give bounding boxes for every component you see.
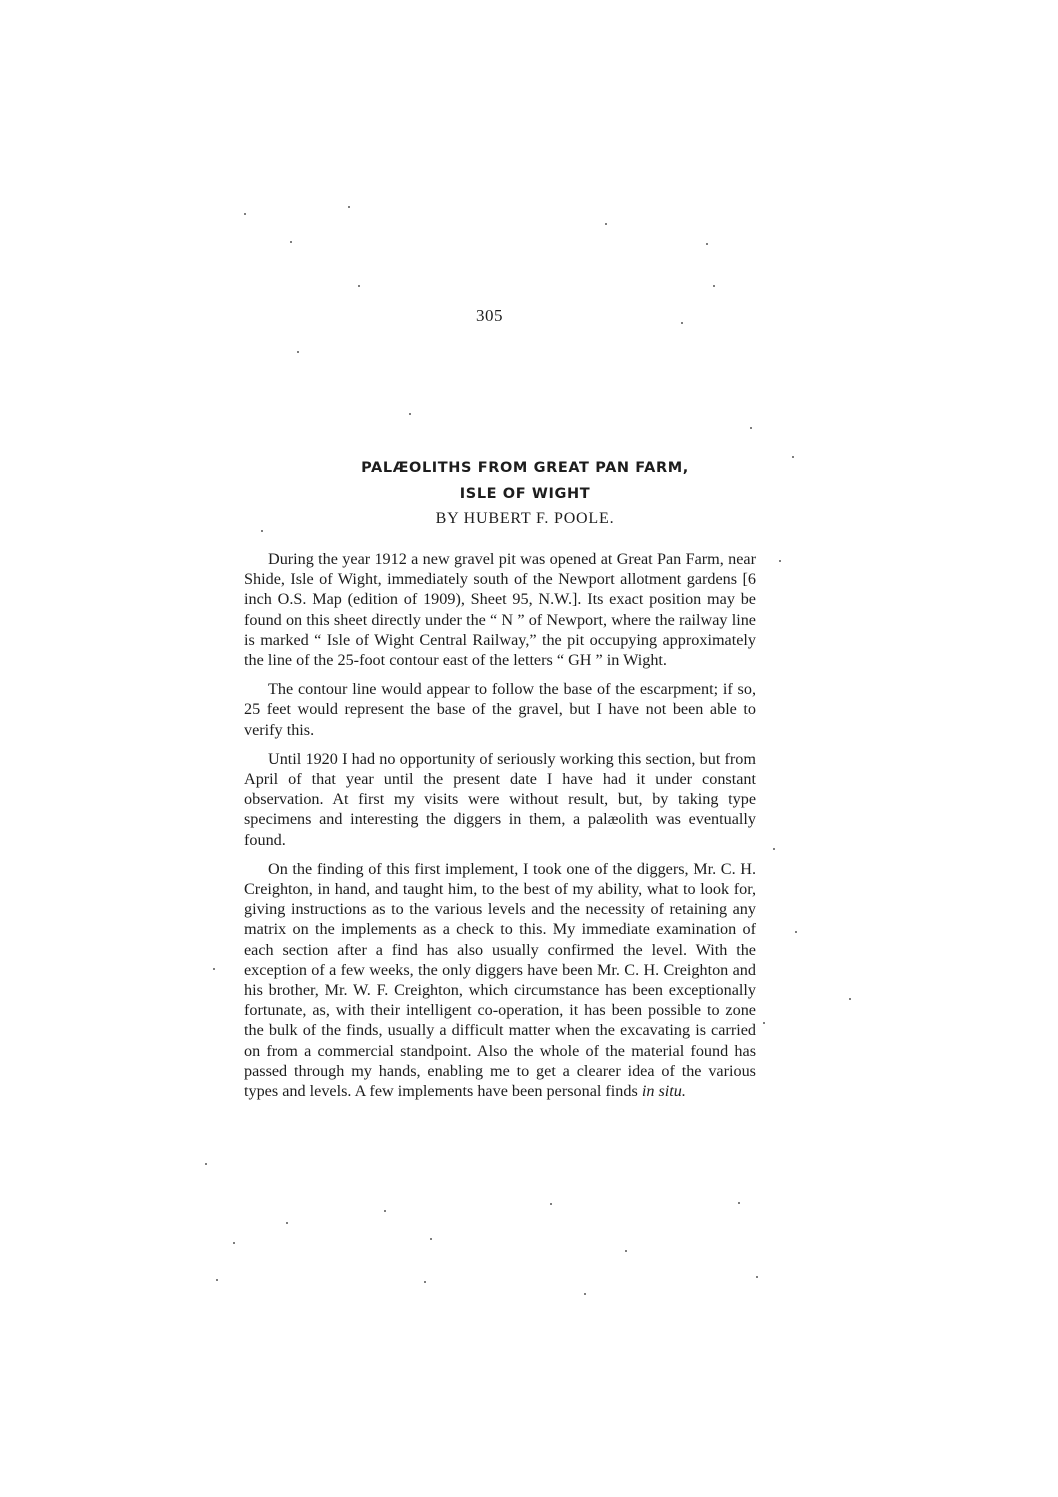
speck <box>792 456 794 458</box>
speck <box>550 1203 552 1205</box>
speck <box>795 931 797 933</box>
speck <box>384 1210 386 1212</box>
paragraph-2: The contour line would appear to follow the base of the escarpment; if so, 25 feet would represent the base of the gravel, but I have not been able to verify this. <box>244 680 756 739</box>
speck <box>706 243 708 245</box>
paragraph-1: During the year 1912 a new gravel pit was opened at Great Pan Farm, near Shide, Isle of Wight, immediately south of the Newport allotment gardens [6 inch O.S. Map (edition of 1909), Sheet 95, N.W.]. Its exact position may be found on this sheet directly under the “ N ” of Newport, where the railway line is marked “ Isle of Wight Central Railway,” the pit occupying approximately the line of the 25-foot contour east of the letters “ GH ” in Wight. <box>244 550 756 670</box>
speck <box>213 968 215 970</box>
speck <box>849 998 851 1000</box>
speck <box>233 1242 235 1244</box>
speck <box>286 1222 288 1224</box>
title-line-1: PALÆOLITHS FROM GREAT PAN FARM, <box>361 460 689 476</box>
paragraph-4-text: On the finding of this first implement, I took one of the diggers, Mr. C. H. Creighton, in hand, and taught him, to the best of my ability, what to look for, giving instructions as to the various levels and the necessity of retaining any matrix on the implements as a check to this. My immediate examination of each section after a find has also usually confirmed the level. With the exception of a few weeks, the only diggers have been Mr. C. H. Creighton and his brother, Mr. W. F. Creighton, which circumstance has been exceptionally fortunate, as, with their intelligent co-operation, it has been possible to zone the bulk of the finds, usually a difficult matter when the excavating is carried on from a commercial standpoint. Also the whole of the material found has passed through my hands, enabling me to get a clearer idea of the various types and levels. A few implements have been personal finds <box>244 859 756 1101</box>
speck <box>605 223 607 225</box>
paragraph-4-italic: in situ. <box>641 1082 686 1101</box>
speck <box>430 1238 432 1240</box>
speck <box>738 1202 740 1204</box>
speck <box>358 285 360 287</box>
speck <box>205 1163 207 1165</box>
article-title <box>250 455 800 507</box>
speck <box>681 322 683 324</box>
article-body <box>244 549 756 1110</box>
title-line-2: ISLE OF WIGHT <box>459 486 591 502</box>
speck <box>625 1250 627 1252</box>
speck <box>750 427 752 429</box>
speck <box>261 530 263 532</box>
speck <box>297 351 299 353</box>
speck <box>409 413 411 415</box>
speck <box>244 213 246 215</box>
speck <box>756 1276 758 1278</box>
speck <box>348 206 350 208</box>
speck <box>216 1279 218 1281</box>
speck <box>424 1281 426 1283</box>
speck <box>763 1022 765 1024</box>
speck <box>779 560 781 562</box>
speck <box>773 848 775 850</box>
author-byline: BY HUBERT F. POOLE. <box>435 510 615 527</box>
speck <box>713 285 715 287</box>
speck <box>290 241 292 243</box>
page-number: 305 <box>476 306 503 325</box>
speck <box>584 1293 586 1295</box>
paragraph-4 <box>244 859 756 1101</box>
paragraph-3: Until 1920 I had no opportunity of seriously working this section, but from April of that year until the present date I have had it under constant observation. At first my visits were without result, but, by taking type specimens and interesting the diggers in them, a palæolith was eventually found. <box>244 749 756 849</box>
